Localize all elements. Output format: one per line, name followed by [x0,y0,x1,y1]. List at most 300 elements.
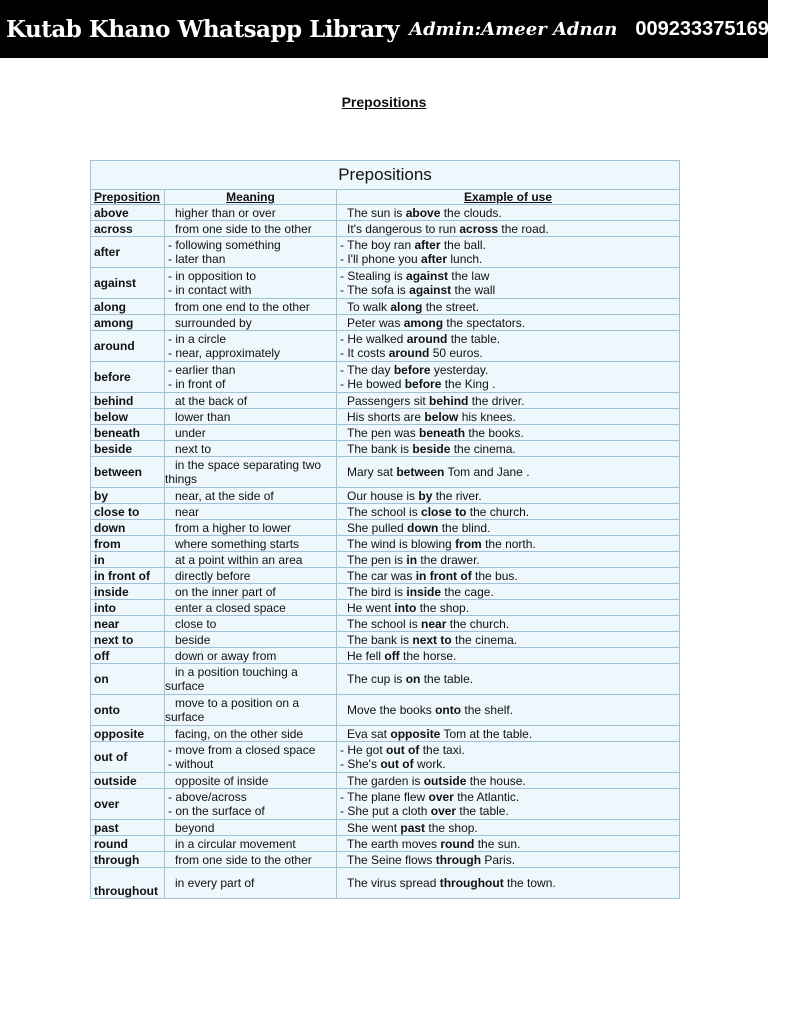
example-cell [337,773,680,789]
example-keyword: in [406,552,418,567]
meaning-cell [165,536,337,552]
example-fragment: - He walked [340,332,407,346]
example-fragment: - The sofa is [340,283,410,297]
example-text [347,672,676,686]
example-fragment: It's dangerous to run [347,221,460,236]
example-fragment: the bus. [471,568,518,583]
example-text [347,837,676,851]
header-banner [0,0,791,58]
meaning-text: - earlier than [168,363,236,377]
example-text [340,377,676,391]
preposition-cell: past [91,820,165,836]
example-fragment: Mary sat [347,465,397,479]
example-cell [337,362,680,393]
example-text [347,821,676,835]
example-keyword: among [403,315,444,330]
example-text [347,426,676,440]
preposition-cell: down [91,520,165,536]
example-fragment: the town. [503,876,556,890]
meaning-text: - in a circle [168,332,227,346]
example-fragment: the shelf. [461,703,514,717]
table-row [91,362,680,393]
example-cell [337,299,680,315]
example-text [347,465,676,479]
meaning-cell [165,362,337,393]
table-row [91,393,680,409]
column-header-meaning: Meaning [165,190,337,205]
example-fragment: The virus spread [347,876,440,890]
meaning-text: surrounded by [175,315,252,330]
example-fragment: work. [413,757,446,771]
meaning-cell [165,331,337,362]
example-keyword: onto [435,703,462,717]
preposition-cell: across [91,221,165,237]
table-row [91,315,680,331]
example-text [340,743,676,757]
example-cell [337,616,680,632]
example-keyword: below [424,409,459,424]
meaning-text: - move from a closed space [168,743,316,757]
example-cell [337,695,680,726]
example-keyword: through [435,852,482,867]
example-fragment: the street. [422,299,480,314]
example-fragment: - It costs [340,346,389,360]
meaning-cell [165,299,337,315]
example-keyword: inside [406,584,442,599]
example-fragment: the law [448,269,490,283]
example-text [347,633,676,647]
example-cell [337,315,680,331]
meaning-text: at the back of [175,393,248,408]
table-row [91,299,680,315]
example-fragment: the spectators. [443,315,526,330]
meaning-cell [165,664,337,695]
preposition-cell: throughout [91,868,165,899]
meaning-cell [165,488,337,504]
example-fragment: He fell [347,648,385,663]
meaning-cell [165,425,337,441]
example-fragment: The pen was [347,425,420,440]
meaning-cell [165,648,337,664]
meaning-text: opposite of inside [175,773,269,788]
example-cell [337,600,680,616]
example-fragment: The car was [347,568,416,583]
example-fragment: the table. [456,804,509,818]
meaning-cell [165,441,337,457]
example-keyword: above [405,205,441,220]
example-keyword: against [406,269,449,283]
meaning-text: in a position touching a surface [165,665,298,693]
example-fragment: - The boy ran [340,238,415,252]
table-row [91,632,680,648]
example-fragment: She pulled [347,520,408,535]
example-cell [337,552,680,568]
meaning-cell [165,836,337,852]
example-fragment: the shop. [416,600,470,615]
preposition-cell: round [91,836,165,852]
meaning-cell [165,221,337,237]
example-text [347,394,676,408]
example-cell [337,868,680,899]
example-fragment: the sun. [474,836,521,851]
meaning-text: on the inner part of [175,584,276,599]
example-fragment: the north. [481,536,536,551]
table-row [91,789,680,820]
example-fragment: the house. [466,773,526,788]
meaning-text: higher than or over [175,205,276,220]
example-fragment: the river. [432,488,482,503]
example-text [347,505,676,519]
meaning-cell [165,205,337,221]
meaning-text: from one end to the other [175,299,310,314]
meaning-text: - following something [168,238,281,252]
example-keyword: out of [380,757,414,771]
meaning-text: near, at the side of [175,488,274,503]
example-fragment: the King . [441,377,496,391]
meaning-text: from one side to the other [175,852,312,867]
example-fragment: yesterday. [430,363,489,377]
example-text [347,774,676,788]
example-fragment: his knees. [458,409,516,424]
preposition-cell: opposite [91,726,165,742]
preposition-cell: around [91,331,165,362]
meaning-cell [165,616,337,632]
table-row [91,726,680,742]
example-fragment: Passengers sit [347,393,430,408]
example-cell [337,742,680,773]
prepositions-table-container [90,160,679,899]
preposition-cell: into [91,600,165,616]
example-fragment: the church. [466,504,530,519]
meaning-cell [165,237,337,268]
example-fragment: His shorts are [347,409,425,424]
example-fragment: the wall [451,283,496,297]
meaning-text: - in front of [168,377,226,391]
table-row [91,488,680,504]
table-row [91,268,680,299]
example-text [340,363,676,377]
example-text [347,601,676,615]
meaning-text: - without [168,757,214,771]
example-fragment: the books. [465,425,524,440]
column-header-example: Example of use [337,190,680,205]
example-fragment: Tom and Jane . [444,465,530,479]
example-fragment: - The day [340,363,394,377]
example-cell [337,852,680,868]
example-fragment: the table. [447,332,501,346]
meaning-cell [165,457,337,488]
example-keyword: close to [421,504,467,519]
example-text [347,853,676,867]
meaning-cell [165,268,337,299]
example-fragment: - She's [340,757,381,771]
example-fragment: the table. [420,672,474,686]
preposition-cell: among [91,315,165,331]
preposition-cell: in front of [91,568,165,584]
table-row [91,695,680,726]
example-keyword: round [440,836,475,851]
meaning-cell [165,584,337,600]
meaning-cell [165,789,337,820]
example-cell [337,441,680,457]
example-keyword: near [421,616,447,631]
meaning-text: - above/across [168,790,247,804]
table-row [91,868,680,899]
preposition-cell: near [91,616,165,632]
example-text [347,876,676,890]
example-keyword: beside [412,441,451,456]
example-text [340,757,676,771]
table-row [91,742,680,773]
example-fragment: the church. [446,616,510,631]
preposition-cell: onto [91,695,165,726]
meaning-text: beside [175,632,211,647]
example-cell [337,648,680,664]
example-cell [337,331,680,362]
example-text [347,703,676,717]
example-fragment: the cinema. [451,632,518,647]
preposition-cell: behind [91,393,165,409]
example-fragment: the taxi. [419,743,465,757]
table-row [91,520,680,536]
meaning-cell [165,868,337,899]
example-text [347,206,676,220]
meaning-cell [165,773,337,789]
meaning-cell [165,695,337,726]
example-text [347,300,676,314]
table-row [91,600,680,616]
example-cell [337,836,680,852]
meaning-text: near [175,504,200,519]
example-cell [337,409,680,425]
example-fragment: The wind is blowing [347,536,456,551]
table-row [91,205,680,221]
meaning-cell [165,520,337,536]
meaning-cell [165,600,337,616]
table-row [91,568,680,584]
table-row [91,425,680,441]
example-cell [337,205,680,221]
example-cell [337,664,680,695]
example-keyword: next to [412,632,452,647]
prepositions-table [90,160,680,899]
admin-name: Admin:Ameer Adnan [409,18,618,40]
example-fragment: - Stealing is [340,269,407,283]
example-fragment: the clouds. [440,205,502,220]
example-keyword: outside [423,773,467,788]
example-fragment: the cage. [441,584,494,599]
example-cell [337,425,680,441]
example-fragment: The sun is [347,205,406,220]
example-text [340,790,676,804]
example-cell [337,268,680,299]
example-fragment: The bird is [347,584,407,599]
example-fragment: The bank is [347,441,413,456]
example-keyword: before [404,377,442,391]
preposition-cell: close to [91,504,165,520]
example-cell [337,457,680,488]
example-fragment: the driver. [468,393,525,408]
example-keyword: around [388,346,430,360]
example-fragment: the blind. [438,520,491,535]
example-text [347,316,676,330]
example-text [347,442,676,456]
meaning-cell [165,726,337,742]
meaning-text: - later than [168,252,226,266]
meaning-cell [165,820,337,836]
example-fragment: She went [347,820,401,835]
meaning-cell [165,568,337,584]
meaning-text: directly before [175,568,251,583]
example-text [347,521,676,535]
example-text [347,222,676,236]
page-title: Prepositions [341,94,427,110]
example-text [340,283,676,297]
example-text [347,569,676,583]
table-row [91,504,680,520]
preposition-cell: from [91,536,165,552]
preposition-cell: beside [91,441,165,457]
meaning-text: facing, on the other side [175,726,304,741]
example-keyword: over [428,790,454,804]
table-row [91,852,680,868]
preposition-cell: in [91,552,165,568]
preposition-cell: on [91,664,165,695]
meaning-text: beyond [175,820,215,835]
example-text [347,489,676,503]
preposition-cell: through [91,852,165,868]
table-row [91,237,680,268]
example-fragment: the cinema. [450,441,516,456]
preposition-cell: against [91,268,165,299]
example-keyword: down [407,520,439,535]
preposition-cell: next to [91,632,165,648]
example-fragment: the road. [498,221,549,236]
example-text [340,252,676,266]
example-cell [337,393,680,409]
meaning-cell [165,552,337,568]
column-header-preposition: Preposition [91,190,165,205]
example-fragment: The earth moves [347,836,441,851]
meaning-text: - in contact with [168,283,252,297]
preposition-cell: inside [91,584,165,600]
example-text [340,346,676,360]
example-fragment: the shop. [425,820,478,835]
example-fragment: The cup is [347,672,406,686]
example-cell [337,221,680,237]
meaning-text: lower than [175,409,231,424]
table-row [91,836,680,852]
example-text [347,553,676,567]
table-row [91,457,680,488]
example-cell [337,632,680,648]
table-row [91,648,680,664]
example-text [347,537,676,551]
example-keyword: throughout [439,876,504,890]
preposition-cell: below [91,409,165,425]
example-fragment: 50 euros. [429,346,483,360]
example-fragment: - He got [340,743,387,757]
example-keyword: by [418,488,433,503]
table-row [91,552,680,568]
preposition-cell: above [91,205,165,221]
meaning-text: where something starts [175,536,300,551]
meaning-text: - near, approximately [168,346,281,360]
example-keyword: beneath [419,425,466,440]
example-cell [337,584,680,600]
example-cell [337,536,680,552]
example-cell [337,789,680,820]
meaning-text: - on the surface of [168,804,265,818]
example-fragment: the ball. [440,238,486,252]
example-keyword: into [394,600,417,615]
example-text [347,410,676,424]
library-name: Kutab Khano Whatsapp Library [6,15,400,43]
table-caption: Prepositions [91,161,680,190]
meaning-text: at a point within an area [175,552,303,567]
preposition-cell: over [91,789,165,820]
table-row [91,616,680,632]
preposition-cell: between [91,457,165,488]
preposition-cell: before [91,362,165,393]
example-fragment: Eva sat [347,726,391,741]
example-cell [337,488,680,504]
meaning-cell [165,504,337,520]
meaning-cell [165,632,337,648]
example-cell [337,820,680,836]
example-keyword: over [430,804,457,818]
example-text [340,332,676,346]
example-keyword: before [393,363,431,377]
example-text [347,727,676,741]
example-fragment: the drawer. [417,552,480,567]
example-fragment: the Atlantic. [453,790,520,804]
example-cell [337,568,680,584]
preposition-cell: out of [91,742,165,773]
table-row [91,820,680,836]
example-fragment: The Seine flows [347,852,436,867]
table-row [91,221,680,237]
meaning-cell [165,393,337,409]
example-cell [337,504,680,520]
example-fragment: He went [347,600,395,615]
example-fragment: - The plane flew [340,790,429,804]
example-fragment: Move the books [347,703,436,717]
meaning-text: in the space separating two things [165,458,322,486]
example-text [347,585,676,599]
meaning-text: in a circular movement [175,836,296,851]
preposition-cell: outside [91,773,165,789]
example-keyword: from [455,536,482,551]
example-fragment: - I'll phone you [340,252,422,266]
example-keyword: past [400,820,426,835]
table-row [91,441,680,457]
example-text [340,238,676,252]
preposition-cell: off [91,648,165,664]
meaning-cell [165,742,337,773]
meaning-text: down or away from [175,648,277,663]
example-fragment: - He bowed [340,377,405,391]
example-fragment: The bank is [347,632,413,647]
meaning-cell [165,315,337,331]
phone-number: 00923337516944 [635,17,791,40]
example-fragment: The garden is [347,773,424,788]
preposition-cell: after [91,237,165,268]
example-fragment: To walk [347,299,391,314]
example-keyword: opposite [390,726,441,741]
example-text [347,649,676,663]
meaning-text: in every part of [175,876,255,890]
